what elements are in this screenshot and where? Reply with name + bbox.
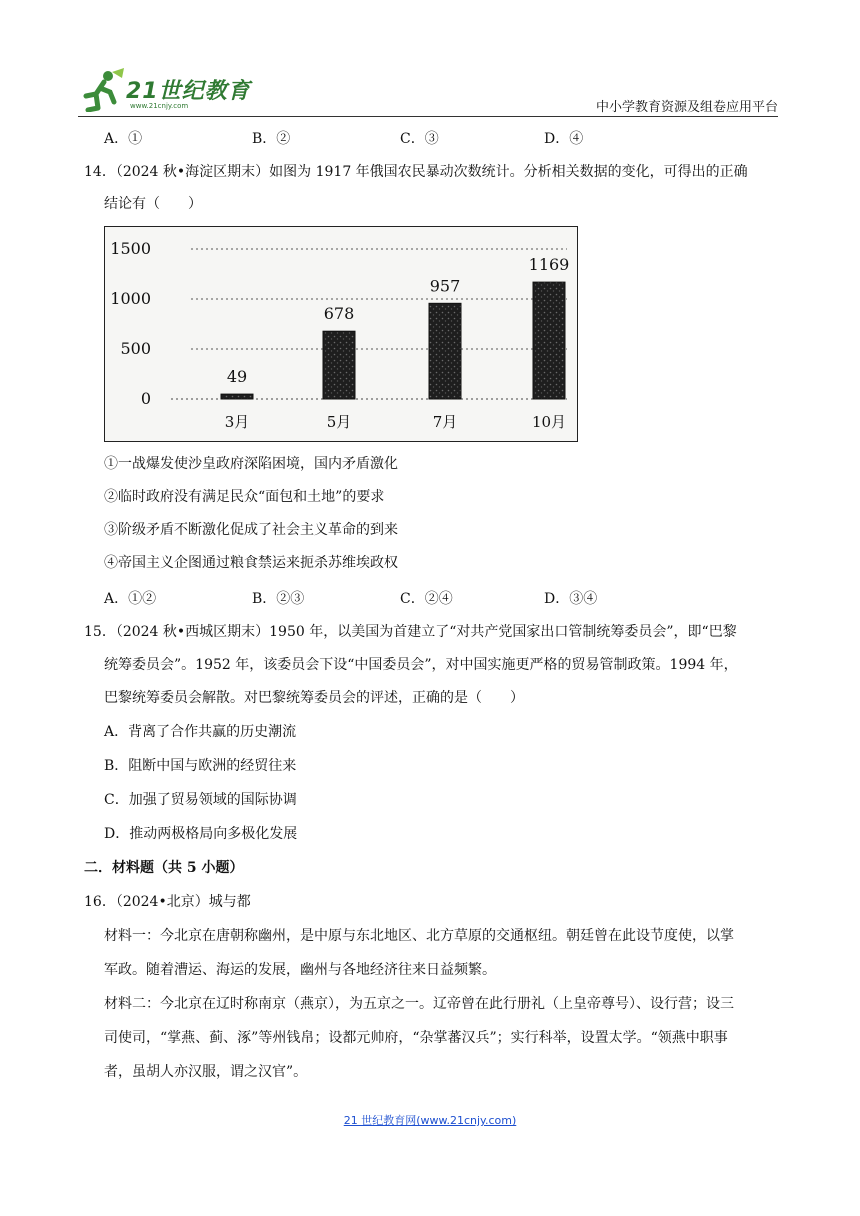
data-label: 957	[429, 276, 461, 296]
platform-title: 中小学教育资源及组卷应用平台	[595, 100, 778, 115]
q15-stem-line3: 巴黎统筹委员会解散。对巴黎统筹委员会的评述，正确的是（ ）	[104, 690, 524, 706]
q13-option-d[interactable]: D．④	[544, 131, 584, 147]
q14-item-1: ①一战爆发使沙皇政府深陷困境，国内矛盾激化	[104, 456, 398, 472]
data-label: 678	[323, 304, 355, 324]
footer-link[interactable]: 21 世纪教育网(www.21cnjy.com)	[343, 1114, 517, 1127]
logo-text: 21世纪教育	[126, 79, 251, 104]
q15-stem-line2: 统筹委员会”。1952 年，该委员会下设“中国委员会”，对中国实施更严格的贸易管制政策。1994 年，	[104, 657, 738, 673]
q14-options	[104, 588, 804, 608]
q13-option-a[interactable]: A．①	[104, 131, 143, 147]
q13-option-b[interactable]: B．②	[252, 131, 291, 147]
x-tick-label: 10月	[531, 413, 567, 431]
x-tick-label: 7月	[432, 413, 458, 431]
q15-option-a[interactable]: A．背离了合作共赢的历史潮流	[104, 724, 297, 740]
page-header	[78, 66, 778, 120]
q14-stem-line2: 结论有（ ）	[104, 196, 202, 212]
data-label: 1169	[528, 255, 570, 275]
q16-material2-line1: 材料二：今北京在辽时称南京（燕京），为五京之一。辽帝曾在此行册礼（上皇帝尊号）、设行营；设三	[104, 996, 734, 1012]
q14-option-a[interactable]: A．①②	[104, 591, 157, 607]
x-tick-label: 5月	[326, 413, 352, 431]
q13-option-c[interactable]: C．③	[400, 131, 439, 147]
q14-option-b[interactable]: B．②③	[252, 591, 305, 607]
q13-options	[104, 128, 804, 148]
q16-stem: 16．（2024•北京）城与都	[84, 894, 251, 910]
y-tick-label: 500	[120, 339, 151, 358]
y-tick-label: 1000	[110, 289, 151, 308]
q15-option-b[interactable]: B．阻断中国与欧洲的经贸往来	[104, 758, 297, 774]
x-tick-label: 3月	[224, 413, 250, 431]
q14-option-d[interactable]: D．③④	[544, 591, 598, 607]
bar	[221, 394, 253, 399]
bar	[533, 282, 565, 399]
header-divider	[78, 116, 778, 117]
peasant-revolt-chart	[104, 226, 578, 442]
q14-stem-line1: 14．（2024 秋•海淀区期末）如图为 1917 年俄国农民暴动次数统计。分析相关数据的变化，可得出的正确	[84, 164, 748, 180]
q16-material1-line1: 材料一：今北京在唐朝称幽州，是中原与东北地区、北方草原的交通枢纽。朝廷曾在此设节度使，以掌	[104, 928, 734, 944]
logo	[78, 66, 278, 116]
bar	[323, 331, 355, 399]
bar	[429, 303, 461, 399]
q14-item-4: ④帝国主义企图通过粮食禁运来扼杀苏维埃政权	[104, 555, 398, 571]
section-title: 二．材料题（共 5 小题）	[84, 860, 244, 876]
q15-option-c[interactable]: C．加强了贸易领域的国际协调	[104, 792, 297, 808]
q16-material2-line2: 司使司，“掌燕、蓟、涿”等州钱帛；设都元帅府，“杂掌蕃汉兵”；实行科举，设置太学。“领燕中职事	[104, 1030, 728, 1046]
data-label: 49	[226, 367, 248, 387]
q15-option-d[interactable]: D．推动两极格局向多极化发展	[104, 826, 298, 842]
y-tick-label: 0	[140, 389, 151, 408]
y-tick-label: 1500	[110, 239, 151, 258]
q16-material2-line3: 者，虽胡人亦汉服，谓之汉官”。	[104, 1064, 308, 1080]
q16-material1-line2: 军政。随着漕运、海运的发展，幽州与各地经济往来日益频繁。	[104, 962, 496, 978]
chart-svg	[105, 227, 577, 441]
logo-url: www.21cnjy.com	[130, 102, 189, 110]
q14-item-3: ③阶级矛盾不断激化促成了社会主义革命的到来	[104, 522, 398, 538]
runner-logo-icon	[78, 68, 128, 112]
q15-stem-line1: 15．（2024 秋•西城区期末）1950 年，以美国为首建立了“对共产党国家出口管制统筹委员会”，即“巴黎	[84, 624, 737, 640]
q14-item-2: ②临时政府没有满足民众“面包和土地”的要求	[104, 489, 385, 505]
q14-option-c[interactable]: C．②④	[400, 591, 453, 607]
